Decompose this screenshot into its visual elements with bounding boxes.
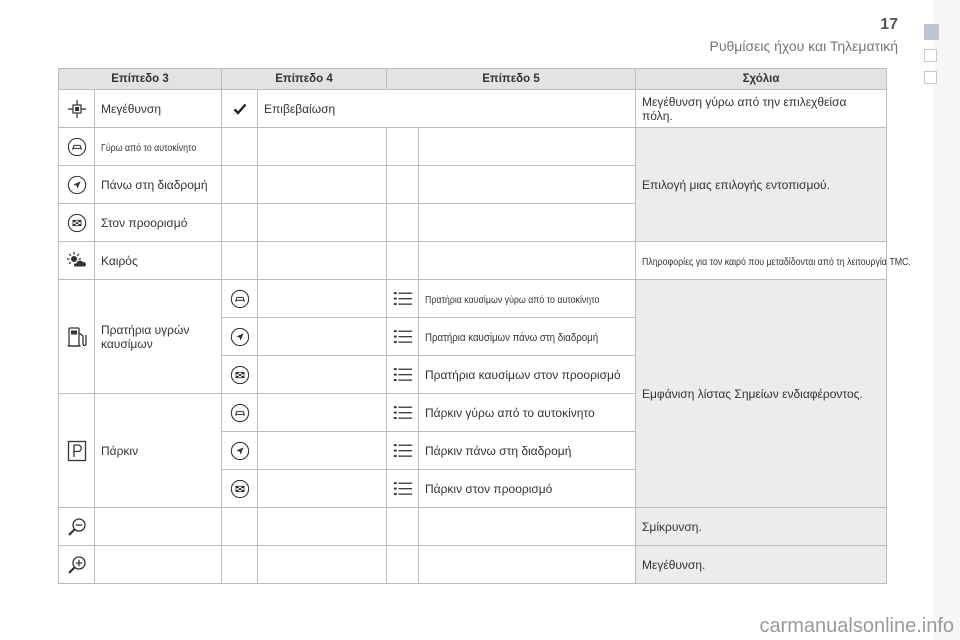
parking-destination-label[interactable]: Πάρκιν στον προορισμό <box>419 470 636 508</box>
page-subtitle: Ρυθμίσεις ήχου και Τηλεματική <box>709 38 898 54</box>
parking-around-car-label[interactable]: Πάρκιν γύρω από το αυτοκίνητο <box>419 394 636 432</box>
header-comments: Σχόλια <box>636 69 887 90</box>
on-route-icon <box>230 327 250 347</box>
on-route-icon <box>67 175 87 195</box>
on-route-icon <box>230 441 250 461</box>
confirm-cell <box>222 90 258 128</box>
section-navigation <box>924 24 940 93</box>
weather-icon <box>66 251 88 271</box>
header-level-4: Επίπεδο 4 <box>222 69 387 90</box>
page-number: 17 <box>880 16 898 33</box>
comment-zoom-in: Μεγέθυνση. <box>636 546 887 584</box>
list-icon <box>393 366 413 383</box>
section-marker[interactable] <box>924 49 937 62</box>
on-route-label[interactable]: Πάνω στη διαδρομή <box>95 166 222 204</box>
table-row <box>59 128 887 166</box>
list-icon <box>393 480 413 497</box>
list-icon <box>393 290 413 307</box>
destination-label[interactable]: Στον προορισμό <box>95 204 222 242</box>
around-car-icon <box>67 137 87 157</box>
header-level-3: Επίπεδο 3 <box>59 69 222 90</box>
destination-icon <box>230 365 250 385</box>
fuel-destination-label[interactable]: Πρατήρια καυσίμων στον προορισμό <box>419 356 636 394</box>
around-car-icon <box>230 403 250 423</box>
confirm-label[interactable]: Επιβεβαίωση <box>258 90 636 128</box>
list-icon <box>393 328 413 345</box>
weather-label[interactable]: Καιρός <box>95 242 222 280</box>
fuel-pump-icon <box>66 325 88 349</box>
comment-zoom-out: Σμίκρυνση. <box>636 508 887 546</box>
around-car-label[interactable]: Γύρω από το αυτοκίνητο <box>95 128 222 166</box>
zoom-in-icon[interactable] <box>66 554 88 576</box>
watermark: carmanualsonline.info <box>759 615 954 637</box>
comment-location: Επιλογή μιας επιλογής εντοπισμού. <box>636 128 887 242</box>
table-row <box>59 280 887 318</box>
fuel-stations-label[interactable]: Πρατήρια υγρών καυσίμων <box>95 280 222 394</box>
parking-icon <box>67 440 87 462</box>
table-row <box>59 242 887 280</box>
settings-table <box>58 68 911 584</box>
around-car-icon <box>230 289 250 309</box>
section-marker-active[interactable] <box>924 24 939 40</box>
list-icon <box>393 442 413 459</box>
zoom-label[interactable]: Μεγέθυνση <box>95 90 222 128</box>
table-row <box>59 546 887 584</box>
fuel-around-car-label[interactable]: Πρατήρια καυσίμων γύρω από το αυτοκίνητο <box>419 280 636 318</box>
destination-icon <box>67 213 87 233</box>
parking-on-route-label[interactable]: Πάρκιν πάνω στη διαδρομή <box>419 432 636 470</box>
parking-label[interactable]: Πάρκιν <box>95 394 222 508</box>
comment-poi: Εμφάνιση λίστας Σημείων ενδιαφέροντος. <box>636 280 887 508</box>
comment-zoom-city: Μεγέθυνση γύρω από την επιλεχθείσα πόλη. <box>636 90 887 128</box>
section-marker[interactable] <box>924 71 937 84</box>
fuel-on-route-label[interactable]: Πρατήρια καυσίμων πάνω στη διαδρομή <box>419 318 636 356</box>
zoom-out-icon[interactable] <box>66 516 88 538</box>
header-level-5: Επίπεδο 5 <box>387 69 636 90</box>
list-icon <box>393 404 413 421</box>
table-row <box>59 508 887 546</box>
side-strip <box>934 0 960 640</box>
comment-weather: Πληροφορίες για τον καιρό που μεταδίδονται από τη λειτουργία TMC. <box>636 242 887 280</box>
table-header-row <box>59 69 887 90</box>
destination-icon <box>230 479 250 499</box>
checkmark-icon <box>233 102 247 116</box>
zoom-cursor-icon <box>66 98 88 120</box>
table-row <box>59 90 887 128</box>
zoom-cursor-cell <box>59 90 95 128</box>
